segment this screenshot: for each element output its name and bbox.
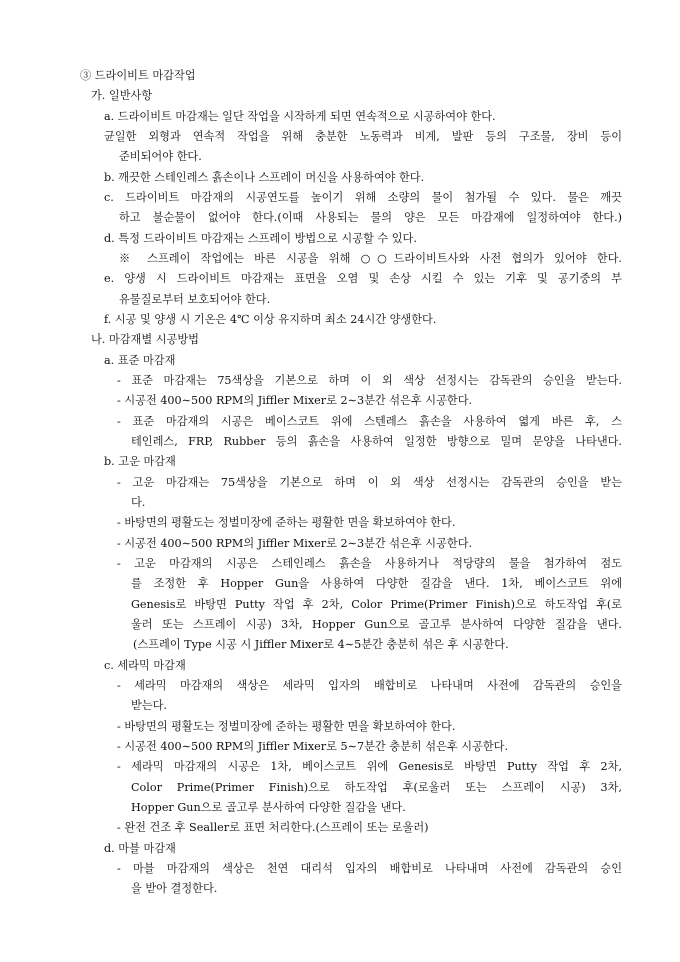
- text-line-l25: - 고운 마감재의 시공은 스테인레스 흙손을 사용하거나 적당량의 물을 첨가하여 점도: [117, 557, 622, 570]
- text-line-l10: ※ 스프레이 작업에는 바른 시공을 위해 ○○드라이비트사와 사전 협의가 있어야 한다.: [119, 252, 622, 265]
- text-line-l27: Genesis로 바탕면 Putty 작업 후 2차, Color Prime(Primer Finish)으로 하도작업 후(로: [131, 598, 622, 611]
- text-line-l18: - 표준 마감재의 시공은 베이스코트 위에 스텐레스 흙손을 사용하여 엷게 바른 후, 스: [117, 415, 622, 428]
- text-line-l29: (스프레이 Type 시공 시 Jiffler Mixer로 4∼5분간 충분히 섞은 후 시공한다.: [133, 638, 509, 651]
- text-line-l11: e. 양생 시 드라이비트 마감재는 표면을 오염 및 손상 시킬 수 있는 기후 및 공기중의 부: [104, 272, 622, 285]
- text-line-l32: 받는다.: [131, 699, 167, 712]
- text-line-l36: Color Prime(Primer Finish)으로 하도작업 후(로울러 또는 스프레이 시공) 3차,: [131, 781, 622, 794]
- text-line-l39: d. 마블 마감재: [104, 842, 176, 855]
- text-line-l13: f. 시공 및 양생 시 기온은 4℃ 이상 유지하며 최소 24시간 양생한다.: [104, 313, 437, 326]
- text-line-l14: 나. 마감재별 시공방법: [91, 333, 199, 346]
- text-line-l12: 유물질로부터 보호되어야 한다.: [119, 293, 271, 306]
- text-line-l07: c. 드라이비트 마감재의 시공연도를 높이기 위해 소량의 물이 첨가될 수 있다. 물은 깨끗: [104, 191, 622, 204]
- text-line-l06: b. 깨끗한 스테인레스 흙손이나 스프레이 머신을 사용하여야 한다.: [104, 171, 425, 184]
- text-line-l04: 균일한 외형과 연속적 작업을 위해 충분한 노동력과 비계, 발판 등의 구조물, 장비 등이: [104, 130, 622, 143]
- text-line-l30: c. 세라믹 마감재: [104, 659, 186, 672]
- text-line-l20: b. 고운 마감재: [104, 455, 176, 468]
- text-line-l37: Hopper Gun으로 골고루 분사하여 다양한 질감을 낸다.: [131, 801, 406, 814]
- text-line-l02: 가. 일반사항: [91, 89, 153, 102]
- text-line-l33: - 바탕면의 평활도는 정벌미장에 준하는 평활한 면을 확보하여야 한다.: [117, 720, 456, 733]
- text-line-l17: - 시공전 400∼500 RPM의 Jiffler Mixer로 2∼3분간 섞은후 시공한다.: [117, 394, 473, 407]
- text-line-l22: 다.: [131, 496, 146, 509]
- text-line-l15: a. 표준 마감재: [104, 354, 176, 367]
- text-line-l26: 를 조정한 후 Hopper Gun을 사용하여 다양한 질감을 낸다. 1차, 베이스코트 위에: [131, 577, 622, 590]
- text-line-l40: - 마블 마감재의 색상은 천연 대리석 입자의 배합비로 나타내며 사전에 감독관의 승인: [117, 862, 622, 875]
- text-line-l28: 울러 또는 스프레이 시공) 3차, Hopper Gun으로 골고루 분사하여 다양한 질감을 낸다.: [131, 618, 622, 631]
- text-line-l05: 준비되어야 한다.: [119, 150, 202, 163]
- text-line-l34: - 시공전 400∼500 RPM의 Jiffler Mixer로 5∼7분간 충분히 섞은후 시공한다.: [117, 740, 509, 753]
- text-line-l03: a. 드라이비트 마감재는 일단 작업을 시작하게 되면 연속적으로 시공하여야 한다.: [104, 110, 496, 123]
- text-line-l41: 을 받아 결정한다.: [131, 882, 218, 895]
- text-line-l23: - 바탕면의 평활도는 정벌미장에 준하는 평활한 면을 확보하여야 한다.: [117, 516, 456, 529]
- text-line-l08: 하고 불순물이 없어야 한다.(이때 사용되는 물의 양은 모든 마감재에 일정하여야 한다.): [119, 211, 622, 224]
- text-line-l16: - 표준 마감재는 75색상을 기본으로 하며 이 외 색상 선정시는 감독관의 승인을 받는다.: [117, 374, 622, 387]
- text-line-l21: - 고운 마감재는 75색상을 기본으로 하며 이 외 색상 선정시는 감독관의 승인을 받는: [117, 476, 622, 489]
- text-line-l01: ③ 드라이비트 마감작업: [80, 69, 196, 82]
- text-line-l31: - 세라믹 마감재의 색상은 세라믹 입자의 배합비로 나타내며 사전에 감독관의 승인을: [117, 679, 622, 692]
- text-line-l38: - 완전 건조 후 Sealler로 표면 처리한다.(스프레이 또는 로울러): [117, 821, 429, 834]
- text-line-l19: 테인레스, FRP, Rubber 등의 흙손을 사용하여 일정한 방향으로 밀며 문양을 나타낸다.: [131, 435, 622, 448]
- text-line-l09: d. 특정 드라이비트 마감재는 스프레이 방법으로 시공할 수 있다.: [104, 232, 417, 245]
- text-line-l35: - 세라믹 마감재의 시공은 1차, 베이스코트 위에 Genesis로 바탕면 Putty 작업 후 2차,: [117, 760, 622, 773]
- text-line-l24: - 시공전 400∼500 RPM의 Jiffler Mixer로 2∼3분간 섞은후 시공한다.: [117, 537, 473, 550]
